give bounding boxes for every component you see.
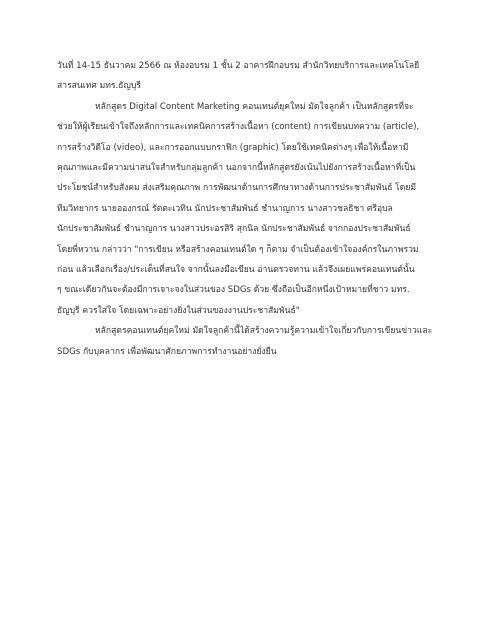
paragraph-line: หลักสูตรคอนเทนต์ยุคใหม่ มัดใจลูกค้านี้ได้สร้างความรู้ความเข้าใจเกี่ยวกับการเขียนข่าวและ — [95, 326, 433, 337]
paragraph-course-description — [57, 97, 431, 321]
paragraph-line: หลักสูตร Digital Content Marketing คอนเทนต์ยุคใหม่ มัดใจลูกค้า เป็นหลักสูตรที่จะ — [95, 101, 414, 112]
paragraph-line: ๆ ขณะเดียวกันจะต้องมีการเจาะจงในส่วนของ SDGs ด้วย ซึ่งถือเป็นอีกหนึ่งเป้าหมายที่ชาว มทร. — [57, 285, 410, 296]
paragraph-line: ประโยชน์สำหรับสังคม ส่งเสริมคุณภาพ การพัฒนาด้านการศึกษาทางด้านการประชาสัมพันธ์ โดยมี — [57, 183, 417, 194]
paragraph-line: ทีมวิทยากร นายอองกรณ์ รัตตะเวทิน นักประชาสัมพันธ์ ชำนาญการ นางสาวชลธิชา ศรีอุบล — [57, 203, 393, 214]
paragraph-line: ธัญบุรี ควรใส่ใจ โดยเฉพาะอย่างยิ่งในส่วนของงานประชาสัมพันธ์" — [57, 305, 300, 316]
paragraph-line: การสร้างวิดีโอ (video), และการออกแบบกราฟิก (graphic) โดยใช้เทคนิคต่างๆ เพื่อให้เนื้อหามี — [57, 142, 409, 153]
paragraph-line: SDGs กับบุคลากร เพื่อพัฒนาศักยภาพการทำงานอย่างยั่งยืน — [57, 346, 277, 357]
paragraph-line: ก่อน แล้วเลือกเรื่อง/ประเด็นที่สนใจ จากนั้นลงมือเขียน อ่านตรวจทาน แล้วจึงเผยแพร่คอนเทนต์นั้น — [57, 265, 415, 276]
document-body — [57, 56, 431, 362]
paragraph-line: สารสนเทศ มทร.ธัญบุรี — [57, 81, 141, 92]
paragraph-event-details — [57, 56, 431, 97]
paragraph-summary — [57, 321, 431, 362]
paragraph-line: วันที่ 14-15 ธันวาคม 2566 ณ ห้องอบรม 1 ชั้น 2 อาคารฝึกอบรม สำนักวิทยบริการและเทคโนโลยี — [57, 61, 420, 71]
paragraph-line: คุณภาพและมีความน่าสนใจสำหรับกลุ่มลูกค้า นอกจากนี้หลักสูตรยังเน้นไปยังการสร้างเนื้อหาที่เป็น — [57, 163, 416, 174]
paragraph-line: นักประชาสัมพันธ์ ชำนาญการ นางสาวประอรสิริ สุกนิล นักประชาสัมพันธ์ จากกองประชาสัมพันธ์ — [57, 224, 411, 235]
paragraph-line: โดยพี่หวาน กล่าวว่า "การเขียน หรือสร้างคอนเทนต์ใด ๆ ก็ตาม จำเป็นต้องเข้าใจองค์กรในภาพรวม — [57, 244, 419, 255]
paragraph-line: ช่วยให้ผู้เรียนเข้าใจถึงหลักการและเทคนิคการสร้างเนื้อหา (content) การเขียนบทความ (article), — [57, 122, 420, 133]
